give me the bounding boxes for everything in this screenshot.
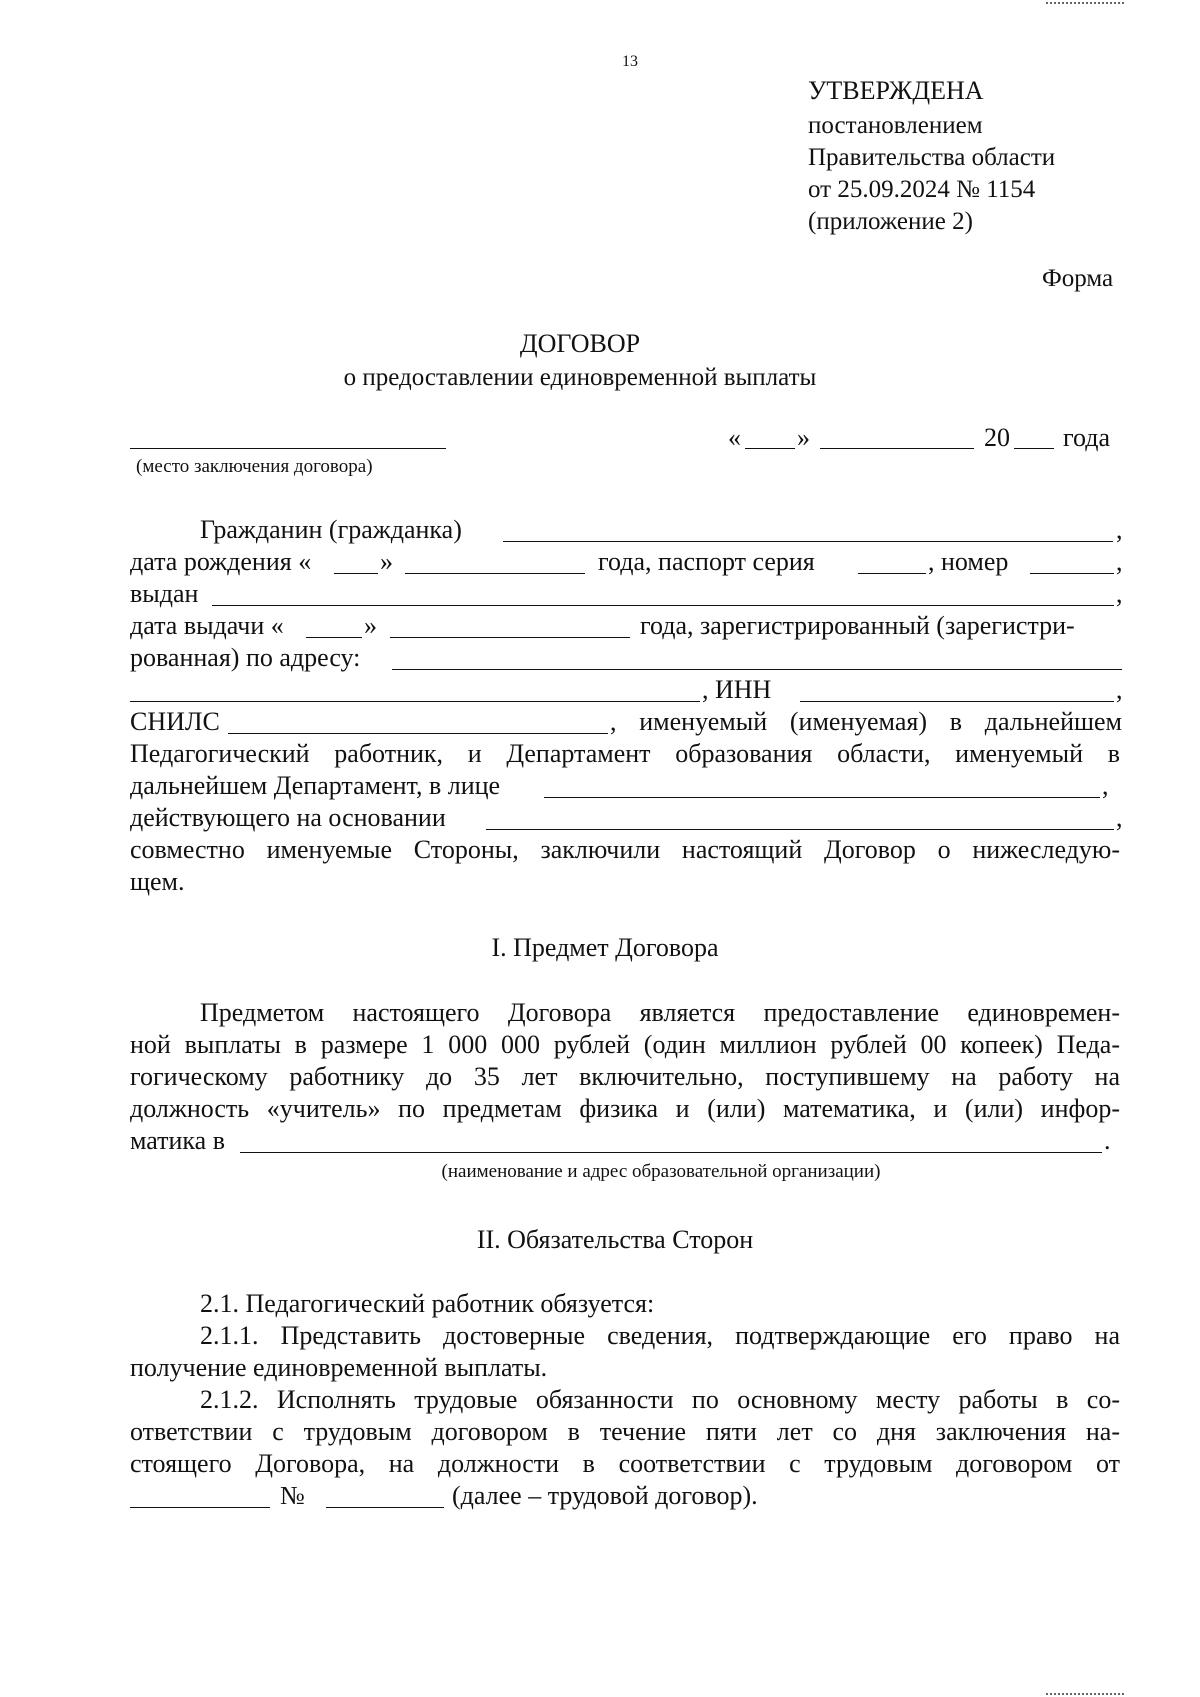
date-year-suffix: года: [1063, 423, 1111, 452]
issued-label: выдан: [130, 579, 199, 608]
representative-field[interactable]: [544, 797, 1100, 798]
date-open-quote: «: [728, 423, 741, 452]
section-1-text: гогическому работнику до 35 лет включительно, поступившему на работу на: [130, 1062, 1120, 1091]
passport-number-label: , номер: [928, 547, 1009, 576]
section-2-item: получение единовременной выплаты.: [130, 1353, 548, 1382]
date-year-field[interactable]: [1014, 448, 1054, 449]
form-label: Форма: [1042, 265, 1114, 292]
date-day-field[interactable]: [745, 448, 795, 449]
section-2-item: (далее – трудовой договор).: [452, 1481, 758, 1510]
section-1-text: должность «учитель» по предметам физика и (или) математика, и (или) инфор-: [130, 1094, 1120, 1123]
parties-text: Педагогический работник, и Департамент образования области, именуемый в: [130, 739, 1120, 768]
date-month-field[interactable]: [820, 448, 974, 449]
section-2-item: 2.1. Педагогический работник обязуется:: [200, 1289, 655, 1318]
employment-contract-number-field[interactable]: [326, 1507, 444, 1508]
contract-subtitle: о предоставлении единовременной выплаты: [343, 364, 817, 391]
citizen-label: Гражданин (гражданка): [200, 515, 462, 544]
snils-field[interactable]: [228, 733, 608, 734]
comma: ,: [1116, 579, 1123, 608]
section-2-item: стоящего Договора, на должности в соответствии с трудовым договором от: [130, 1449, 1120, 1478]
basis-field[interactable]: [486, 829, 1114, 830]
scan-edge-mark: [1046, 2, 1124, 4]
inn-field[interactable]: [800, 701, 1114, 702]
issue-date-label: дата выдачи «: [130, 611, 284, 640]
quote-close: »: [380, 547, 393, 576]
organization-field[interactable]: [240, 1152, 1102, 1153]
section-1-text: Предметом настоящего Договора является предоставление единовремен-: [200, 998, 1120, 1027]
quote-close: »: [364, 611, 377, 640]
address-field-1[interactable]: [392, 669, 1122, 670]
issue-month-year-field[interactable]: [390, 637, 630, 638]
represented-label: дальнейшем Департамент, в лице: [130, 771, 501, 800]
period: .: [1104, 1126, 1111, 1155]
address-field-2[interactable]: [130, 701, 700, 702]
comma: ,: [1116, 515, 1123, 544]
contract-title: ДОГОВОР: [519, 329, 641, 358]
birth-day-field[interactable]: [334, 573, 378, 574]
parties-text: щем.: [130, 867, 185, 896]
approval-title: УТВЕРЖДЕНА: [808, 76, 984, 105]
hereinafter-text: , именуемый (именуемая) в дальнейшем: [610, 707, 1122, 736]
registered-label: года, зарегистрированный (зарегистри-: [640, 611, 1075, 640]
number-sign: №: [280, 1481, 305, 1510]
passport-number-field[interactable]: [1030, 573, 1114, 574]
approval-line: постановлением: [808, 112, 983, 139]
scan-edge-mark: [1046, 1693, 1124, 1695]
date-year-prefix: 20: [984, 423, 1010, 452]
place-field[interactable]: [130, 448, 446, 449]
section-2-item: 2.1.1. Представить достоверные сведения, подтверждающие его право на: [200, 1321, 1120, 1350]
page-number: 13: [622, 53, 638, 70]
section-2-item: ответствии с трудовым договором в течение пяти лет со дня заключения на-: [130, 1417, 1120, 1446]
snils-label: СНИЛС: [130, 707, 220, 736]
approval-line: (приложение 2): [808, 208, 973, 235]
comma: ,: [1116, 547, 1123, 576]
inn-label: , ИНН: [702, 675, 772, 704]
approval-line: Правительства области: [808, 144, 1056, 171]
section-1-heading: I. Предмет Договора: [491, 933, 719, 962]
comma: ,: [1116, 803, 1123, 832]
passport-series-field[interactable]: [858, 573, 926, 574]
employment-contract-date-field[interactable]: [130, 1507, 270, 1508]
approval-line: от 25.09.2024 № 1154: [808, 176, 1036, 203]
section-2-heading: II. Обязательства Сторон: [476, 1225, 754, 1254]
place-caption: (место заключения договора): [136, 456, 373, 477]
parties-text: совместно именуемые Стороны, заключили настоящий Договор о нижеследую-: [130, 835, 1120, 864]
comma: ,: [1102, 771, 1109, 800]
citizen-name-field[interactable]: [503, 541, 1113, 542]
date-close-quote: »: [797, 423, 810, 452]
birthdate-label: дата рождения «: [130, 547, 312, 576]
section-1-text: матика в: [130, 1126, 225, 1155]
section-1-text: ной выплаты в размере 1 000 000 рублей (один миллион рублей 00 копеек) Педа-: [130, 1030, 1120, 1059]
organization-caption: (наименование и адрес образовательной организации): [441, 1161, 881, 1182]
issue-day-field[interactable]: [306, 637, 362, 638]
birth-month-year-field[interactable]: [405, 573, 585, 574]
issued-by-field[interactable]: [212, 605, 1114, 606]
basis-label: действующего на основании: [130, 803, 446, 832]
passport-series-label: года, паспорт серия: [598, 547, 815, 576]
section-2-item: 2.1.2. Исполнять трудовые обязанности по основному месту работы в со-: [200, 1385, 1120, 1414]
address-label: рованная) по адресу:: [130, 643, 361, 672]
comma: ,: [1116, 675, 1123, 704]
